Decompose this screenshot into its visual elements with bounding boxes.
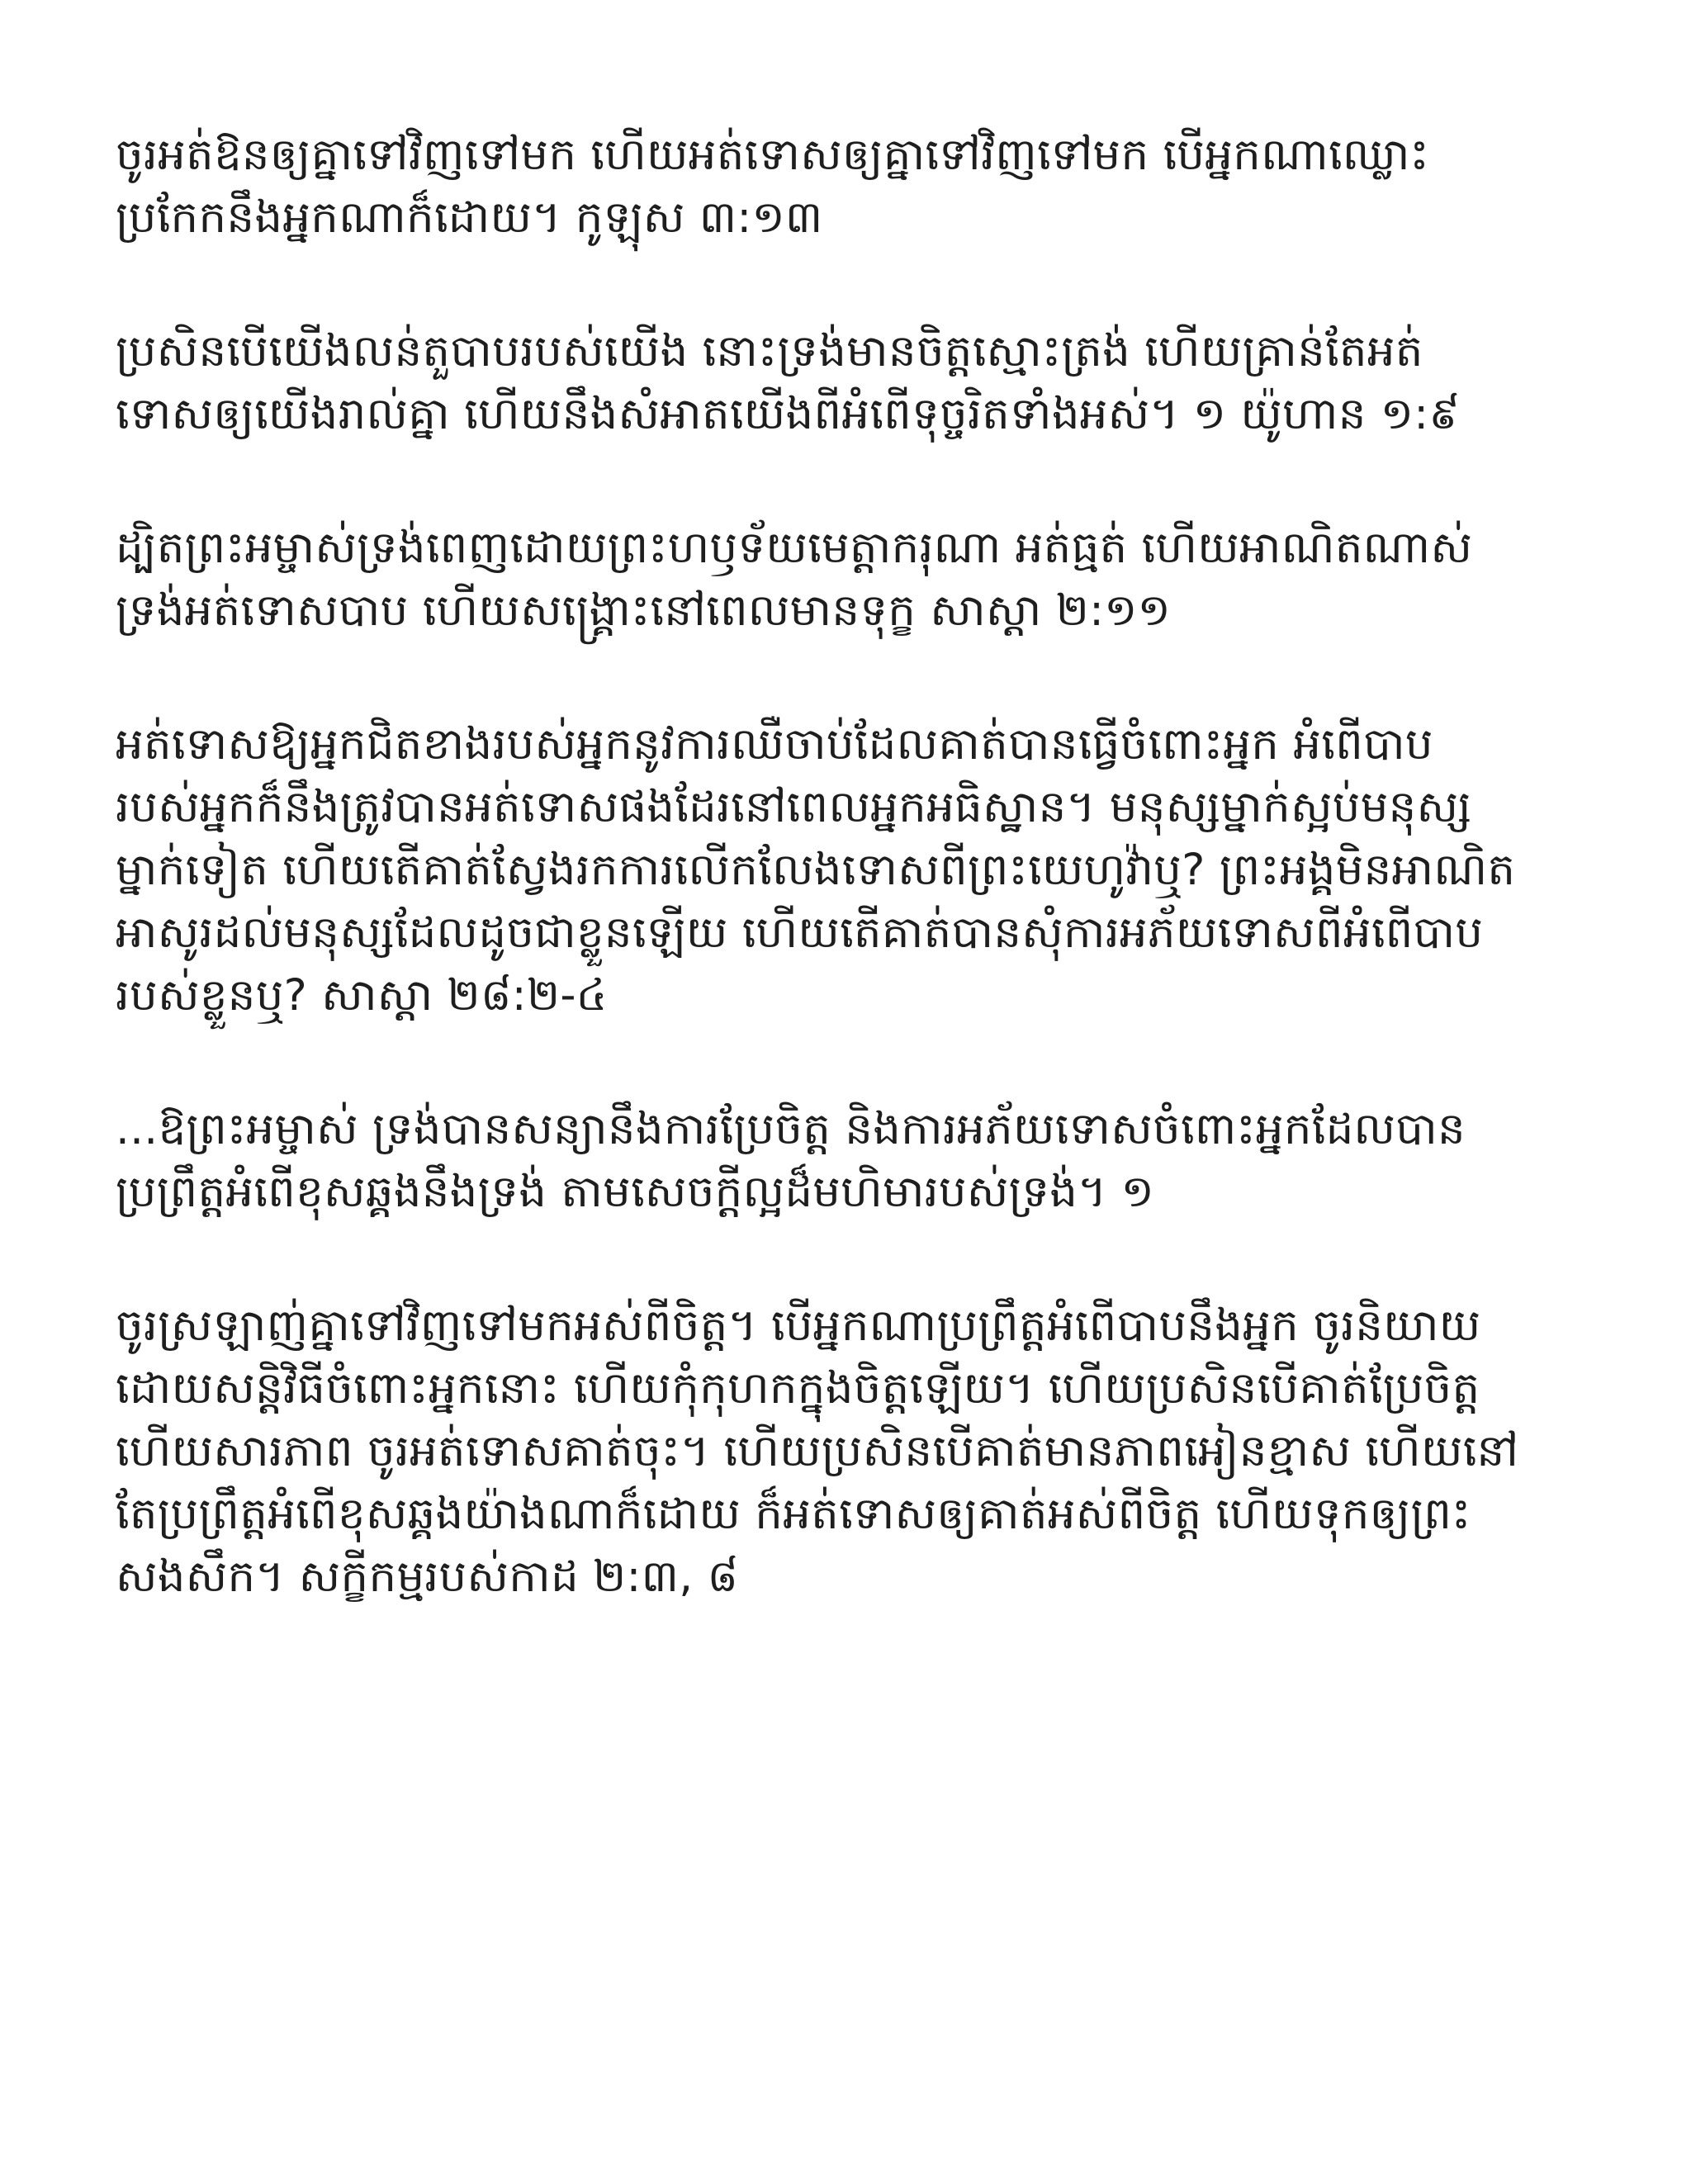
paragraph-sirach-28 bbox=[116, 713, 1600, 1027]
paragraph-sirach-2 bbox=[116, 517, 1600, 642]
text-line: របស់ខ្លួនឬ? សាស្តា ២៨:២-៤ bbox=[116, 970, 608, 1021]
text-line: ទោសឲ្យយើងរាល់គ្នា ហើយនឹងសំអាតយើងពីអំពើទុច្ចរិតទាំងអស់។ ១ យ៉ូហាន ១:៩ bbox=[116, 389, 1461, 439]
text-line: ...ឱព្រះអម្ចាស់ ទ្រង់បានសន្យានឹងការប្រែចិត្ត និងការអភ័យទោសចំពោះអ្នកដែលបាន bbox=[116, 1104, 1466, 1154]
text-line: អត់ទោសឱ្យអ្នកជិតខាងរបស់អ្នកនូវការឈឺចាប់ដែលគាត់បានធ្វើចំពោះអ្នក អំពើបាប bbox=[116, 719, 1433, 770]
text-line: ដោយសន្តិវិធីចំពោះអ្នកនោះ ហើយកុំកុហកក្នុងចិត្តឡើយ។ ហើយប្រសិនបើគាត់ប្រែចិត្ត bbox=[116, 1363, 1480, 1414]
paragraph-1-john bbox=[116, 320, 1600, 446]
text-line: ប្រសិនបើយើងលន់តួបាបរបស់យើង នោះទ្រង់មានចិត្តស្មោះត្រង់ ហើយគ្រាន់តែអត់ bbox=[116, 326, 1423, 377]
text-line: តែប្រព្រឹត្តអំពើខុសឆ្គងយ៉ាងណាក៏ដោយ ក៏អត់ទោសឲ្យគាត់អស់ពីចិត្ត ហើយទុកឲ្យព្រះ bbox=[116, 1489, 1471, 1539]
text-line: អាសូរដល់មនុស្សដែលដូចជាខ្លួនឡើយ ហើយតើគាត់បានសុំការអភ័យទោសពីអំពើបាប bbox=[116, 907, 1484, 958]
text-line: ម្នាក់ទៀត ហើយតើគាត់ស្វែងរកការលើកលែងទោសពីព្រះយេហូវ៉ាឬ? ព្រះអង្គមិនអាណិត bbox=[116, 845, 1516, 895]
text-line: ចូរស្រឡាញ់គ្នាទៅវិញទៅមកអស់ពីចិត្ត។ បើអ្នកណាប្រព្រឹត្តអំពើបាបនឹងអ្នក ចូរនិយាយ bbox=[116, 1300, 1481, 1351]
text-line: របស់អ្នកក៏នឹងត្រូវបានអត់ទោសផងដែរនៅពេលអ្នកអធិស្ឋាន។ មនុស្សម្នាក់ស្អប់មនុស្ស bbox=[116, 782, 1472, 832]
text-line: ហើយសារភាព ចូរអត់ទោសគាត់ចុះ។ ហើយប្រសិនបើគាត់មានភាពអៀនខ្មាស ហើយនៅ bbox=[116, 1426, 1519, 1476]
text-line: សងសឹក។ សក្ខីកម្មរបស់កាដ ២:៣, ៨ bbox=[116, 1552, 739, 1602]
text-line: ដ្បិតព្រះអម្ចាស់ទ្រង់ពេញដោយព្រះហឫទ័យមេត្តាករុណា អត់ធ្មត់ ហើយអាណិតណាស់ bbox=[116, 523, 1473, 573]
text-line: ប្រព្រឹត្តអំពើខុសឆ្គងនឹងទ្រង់ តាមសេចក្តីល្អដ៏មហិមារបស់ទ្រង់។ ១ bbox=[116, 1167, 1155, 1217]
paragraph-colossians bbox=[116, 124, 1600, 249]
text-line: ទ្រង់អត់ទោសបាប ហើយសង្គ្រោះនៅពេលមានទុក្ខ សាស្តា ២:១១ bbox=[116, 585, 1172, 636]
paragraph-testament-gad bbox=[116, 1295, 1600, 1608]
paragraph-prayer bbox=[116, 1098, 1600, 1224]
text-line: ចូរអត់ឱនឲ្យគ្នាទៅវិញទៅមក ហើយអត់ទោសឲ្យគ្នាទៅវិញទៅមក បើអ្នកណាឈ្លោះ bbox=[116, 130, 1429, 180]
text-line: ប្រកែកនឹងអ្នកណាក៏ដោយ។ កូឡុស ៣:១៣ bbox=[116, 192, 823, 243]
